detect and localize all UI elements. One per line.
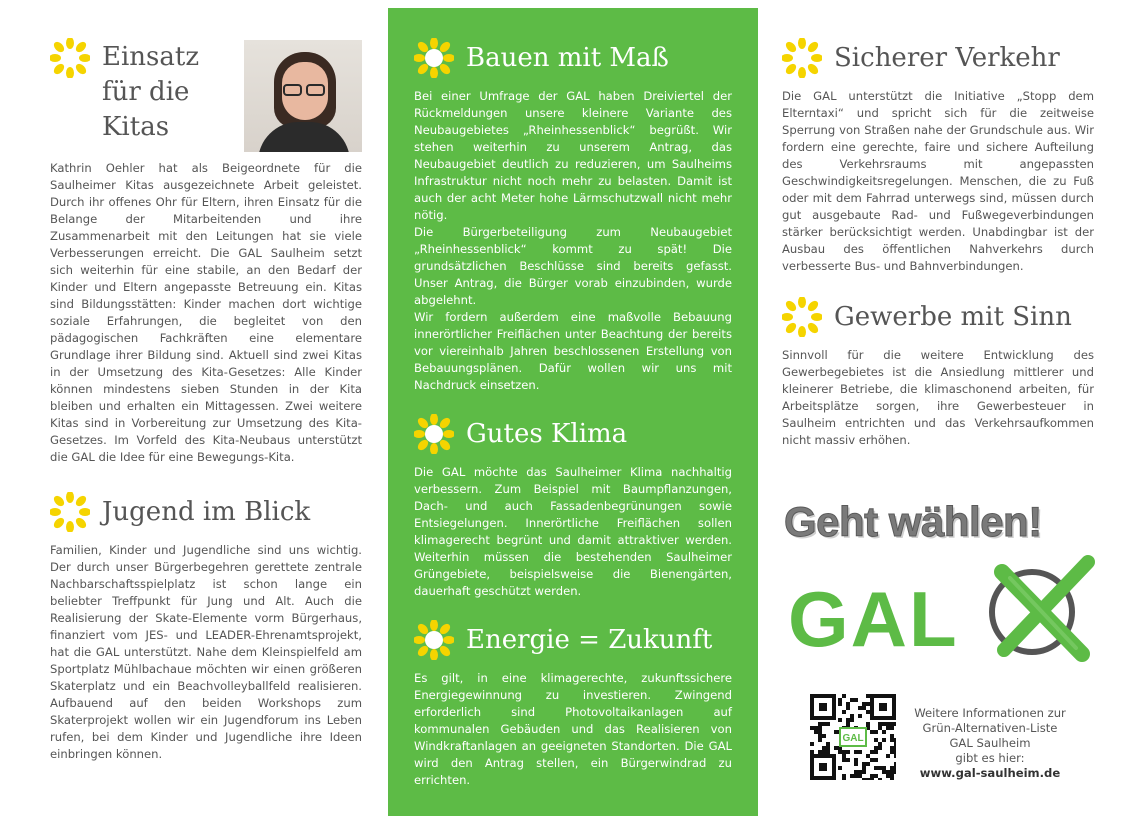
bauen-body (414, 88, 732, 394)
sunflower-icon (50, 492, 90, 532)
energie-heading (414, 620, 732, 660)
verkehr-title: Sicherer Verkehr (834, 42, 1060, 73)
info-block (810, 694, 1100, 784)
sunflower-icon (782, 38, 822, 78)
bauen-paragraph-3: Wir fordern außerdem eine maßvolle Bebauung innerörtlicher Freiflächen unter Beachtung der bereits vor viereinhalb Jahren beschlossenen Erstellung von Bebauungsplänen. Dafür wollen wir uns mit Nachdruck einsetzen. (414, 310, 732, 392)
gewerbe-heading (782, 297, 1094, 337)
gewerbe-title: Gewerbe mit Sinn (834, 301, 1072, 332)
section-klima (414, 414, 732, 600)
kitas-title-line-1: Einsatz (102, 42, 200, 72)
bauen-title: Bauen mit Maß (466, 42, 669, 73)
website-link[interactable]: www.gal-saulheim.de (919, 766, 1061, 780)
info-line-2: Grün-Alternativen-Liste (922, 721, 1058, 735)
section-verkehr (782, 38, 1094, 275)
jugend-body (50, 542, 362, 763)
portrait-photo (244, 40, 362, 152)
sunflower-icon (50, 38, 90, 78)
kitas-text: Kathrin Oehler hat als Beigeordnete für die Saulheimer Kitas ausgezeichnete Arbeit geleistet. Durch ihr offenes Ohr für Eltern, ihren Einsatz für die Belange der Mitarbeitenden und ihre Zusammenarbeit mit den Leitungen hat sie viele Verbesserungen erreicht. Die GAL Saulheim setzt sich weiterhin für eine stabile, an den Bedarf der Kinder und Eltern angepasste Betreuung ein. Kitas sind Bildungsstätten: Kinder machen dort wichtige soziale Erfahrungen, die begleitet von den pädagogischen Fachkräften eine elementare Grundlage ihrer Bildung sind. Aktuell sind zwei Kitas in der Umsetzung des Kita-Gesetzes: Alle Kinder können mindestens sieben Stunden in der Kita bleiben und erhalten ein Mittagessen. Zwei weitere Kitas sind in Vorbereitung zur Umsetzung des Kita-Gesetzes. Im Vorfeld des Kita-Neubaus unterstützt die GAL die Idee für eine Bewegungs-Kita. (50, 161, 362, 464)
bauen-heading (414, 38, 732, 78)
section-energie (414, 620, 732, 789)
klima-heading (414, 414, 732, 454)
sunflower-icon (414, 620, 454, 660)
kitas-title-line-3: Kitas (102, 112, 170, 142)
column-right (782, 38, 1094, 469)
bauen-paragraph-2: Die Bürgerbeteiligung zum Neubaugebiet „Rheinhessenblick“ kommt zu spät! Die grundsätzlichen Beschlüsse sind bereits gefasst. Unser Antrag, die Bürger vorab einzubinden, wurde abgelehnt. (414, 225, 732, 307)
section-bauen (414, 38, 732, 394)
section-jugend (50, 492, 362, 763)
gal-logo: GAL (788, 575, 959, 663)
gewerbe-text: Sinnvoll für die weitere Entwicklung des Gewerbegebietes ist die Ansiedlung mittlerer und kleinerer Betriebe, die klimaschonend arbeiten, für Arbeitsplätze sorgen, ihre Gewerbesteuer in Saulheim entrichten und das Verkehrsaufkommen nicht massiv erhöhen. (782, 348, 1094, 447)
qr-logo-label: GAL (842, 733, 864, 744)
sunflower-icon (782, 297, 822, 337)
kitas-header (50, 38, 362, 156)
ballot-cross-icon (984, 554, 1096, 662)
energie-text: Es gilt, in eine klimagerechte, zukunftssichere Energiegewinnung zu investieren. Zwingend erforderlich sind Photovoltaikanlagen auf kommunalen Gebäuden und das Realisieren von Windkraftanlagen an geeigneten Standorten. Die GAL wird den Antrag stellen, ein Bürgerwindrad zu errichten. (414, 671, 732, 787)
klima-body (414, 464, 732, 600)
section-gewerbe (782, 297, 1094, 449)
qr-code[interactable] (810, 694, 896, 780)
kitas-title-line-2: für die (102, 77, 190, 107)
info-line-1: Weitere Informationen zur (914, 706, 1066, 720)
vote-slogan: Geht wählen! (784, 498, 1042, 545)
verkehr-body (782, 88, 1094, 275)
bauen-paragraph-1: Bei einer Umfrage der GAL haben Dreiviertel der Rückmeldungen unsere kleinere Variante des Neubaugebietes „Rheinhessenblick“ begrüßt. Wir stehen weiterhin zu unserem Antrag, das Neubaugebiet deutlich zu reduzieren, um Saulheims Infrastruktur nicht noch mehr zu belasten. Damit ist auch der acht Meter hohe Lärmschutzwall nicht mehr nötig. (414, 89, 732, 222)
kitas-body (50, 160, 362, 466)
energie-title: Energie = Zukunft (466, 624, 713, 655)
kitas-heading (50, 38, 199, 145)
gewerbe-body (782, 347, 1094, 449)
energie-body (414, 670, 732, 789)
info-line-3: GAL Saulheim (949, 736, 1031, 750)
verkehr-heading (782, 38, 1094, 78)
sunflower-icon (414, 38, 454, 78)
sunflower-icon (414, 414, 454, 454)
info-line-4: gibt es hier: (955, 751, 1025, 765)
info-text (904, 706, 1076, 781)
column-middle (388, 8, 758, 816)
klima-text: Die GAL möchte das Saulheimer Klima nachhaltig verbessern. Zum Beispiel mit Baumpflanzungen, Dach- und auch Fassadenbegrünungen sowie Entsiegelungen. Innerörtliche Freiflächen sollen klimagerecht begrünt und damit attraktiver werden. Weiterhin müssen die bestehenden Saulheimer Grüngebiete, beispielsweise die Bienengärten, dauerhaft geschützt werden. (414, 465, 732, 598)
verkehr-text: Die GAL unterstützt die Initiative „Stopp dem Elterntaxi“ und spricht sich für die zeitweise Sperrung von Straßen nahe der Grundschule aus. Wir fordern eine gerechte, faire und sichere Aufteilung des Verkehrsraums mit angepassten Geschwindigkeitsregelungen. Menschen, die zu Fuß oder mit dem Fahrrad unterwegs sind, müssen durch gut ausgebaute Rad- und Fußwegeverbindungen stärker berücksichtigt werden. Unabdingbar ist der Ausbau des öffentlichen Nahverkehrs durch verbesserte Bus- und Bahnverbindungen. (782, 89, 1094, 273)
klima-title: Gutes Klima (466, 418, 628, 449)
vote-block (784, 498, 1104, 668)
kitas-title (102, 40, 199, 145)
column-left (50, 38, 362, 783)
jugend-heading (50, 492, 362, 532)
jugend-title: Jugend im Blick (102, 496, 311, 527)
jugend-text: Familien, Kinder und Jugendliche sind uns wichtig. Der durch unser Bürgerbegehren gerettete zentrale Nachbarschaftsspielplatz ist schon lange ein beliebter Treffpunkt für Jung und Alt. Auch die Realisierung der Skate-Elemente vorm Bürgerhaus, finanziert vom JES- und LEADER-Ehrenamtsprojekt, hat die GAL unterstützt. Nahe dem Kleinspielfeld am Sportplatz Mühlbachaue möchten wir einen größeren Skaterplatz und ein Beachvolleyballfeld realisieren. Aufbauend auf den beiden Workshops zum Skaterprojekt wollen wir ein Jugendforum ins Leben rufen, bei dem Kinder und Jugendliche ihre Ideen einbringen können. (50, 543, 362, 761)
